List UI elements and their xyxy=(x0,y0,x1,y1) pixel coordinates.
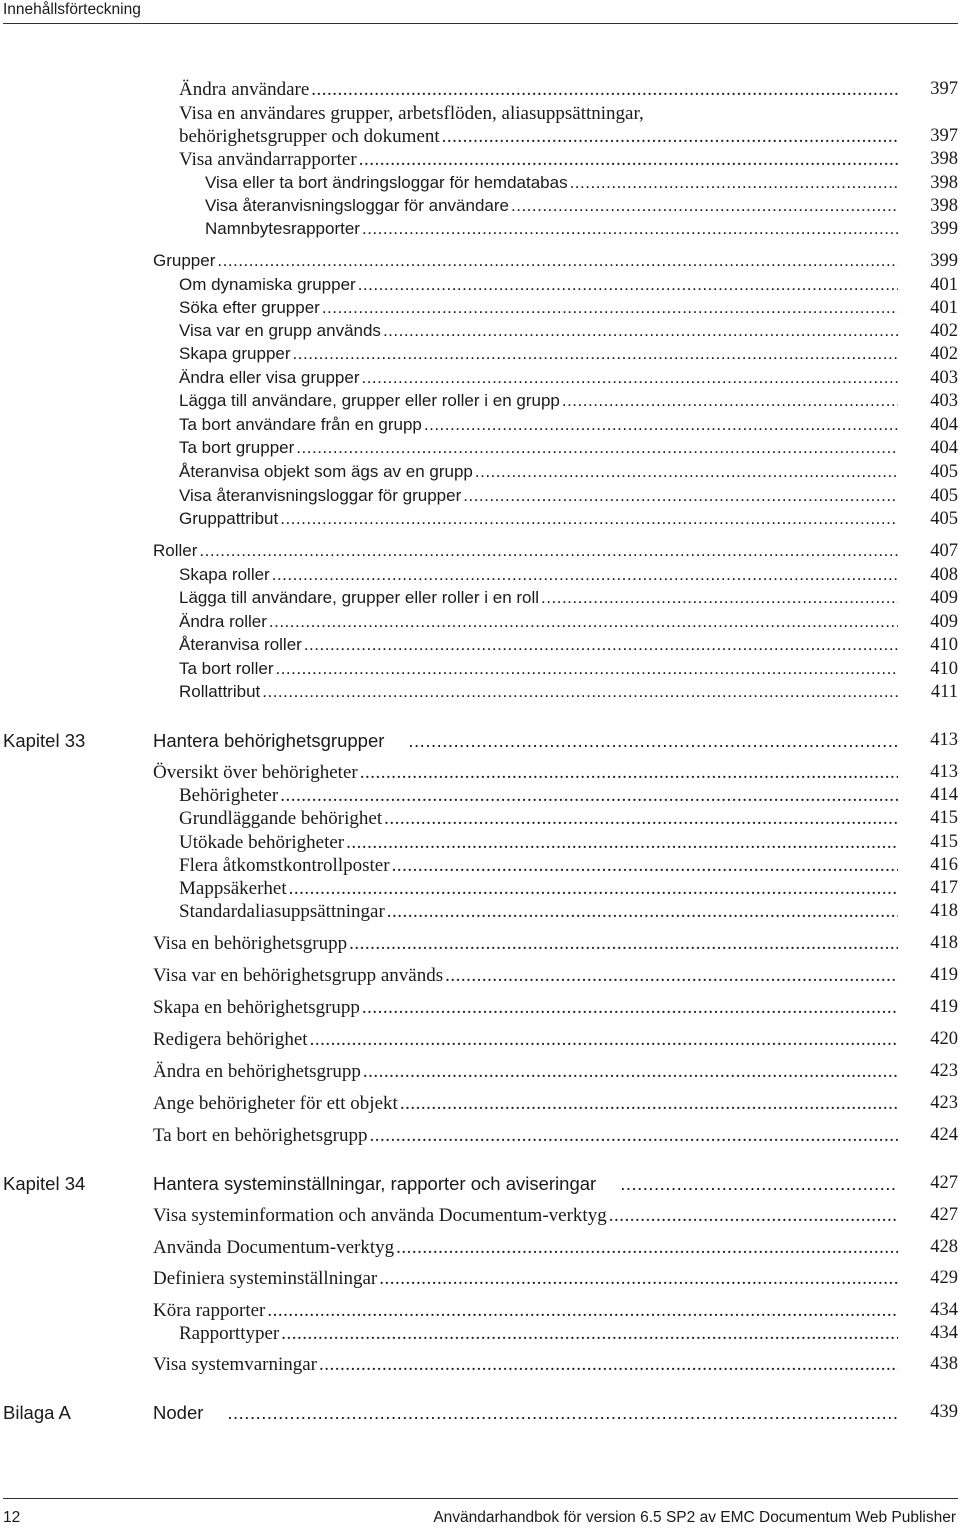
toc-entry-title: Mappsäkerhet xyxy=(179,878,287,899)
toc-entry-line xyxy=(153,997,898,1019)
toc-entry[interactable] xyxy=(0,1029,960,1053)
toc-page-number: 418 xyxy=(930,901,958,921)
toc-entry-line xyxy=(153,1125,898,1147)
toc-page-number: 427 xyxy=(930,1173,958,1193)
toc-entry[interactable] xyxy=(0,321,960,345)
dot-leader xyxy=(377,1268,898,1290)
toc-page-number: 413 xyxy=(930,762,958,782)
toc-page-number: 410 xyxy=(930,635,958,655)
dot-leader xyxy=(539,588,898,608)
toc-entry-title: Hantera systeminställningar, rapporter och aviseringar xyxy=(153,1173,597,1194)
toc-entry-line xyxy=(179,682,898,702)
toc-entry[interactable] xyxy=(0,79,960,103)
dot-leader xyxy=(267,612,898,632)
toc-page-number: 439 xyxy=(930,1402,958,1422)
toc-page-number: 415 xyxy=(930,832,958,852)
toc-entry-line xyxy=(179,808,898,830)
toc-entry-line xyxy=(205,173,898,193)
toc-entry-line xyxy=(179,275,898,295)
toc-entry[interactable] xyxy=(0,1354,960,1378)
toc-entry-line xyxy=(153,251,898,271)
dot-leader xyxy=(461,486,898,506)
toc-chapter-entry[interactable] xyxy=(0,730,960,754)
toc-page-number: 404 xyxy=(930,415,958,435)
toc-entry[interactable] xyxy=(0,965,960,989)
header-title: Innehållsförteckning xyxy=(3,1,141,18)
toc-entry-title: Definiera systeminställningar xyxy=(153,1268,378,1289)
toc-entry[interactable] xyxy=(0,612,960,636)
toc-entry-line xyxy=(205,196,898,216)
toc-entry-line xyxy=(153,541,898,561)
toc-entry-title: Ändra en behörighetsgrupp xyxy=(153,1061,361,1082)
toc-entry[interactable] xyxy=(0,832,960,856)
toc-entry[interactable] xyxy=(0,901,960,925)
toc-entry-line xyxy=(179,565,898,585)
toc-entry-title: Lägga till användare, grupper eller roller i en grupp xyxy=(179,391,560,410)
dot-leader xyxy=(225,1402,898,1424)
toc-entry-title: Gruppattribut xyxy=(179,509,279,528)
dot-leader xyxy=(568,173,898,193)
dot-leader xyxy=(473,462,898,482)
toc-entry[interactable] xyxy=(0,808,960,832)
dot-leader xyxy=(347,933,898,955)
footer-page-number: 12 xyxy=(3,1509,21,1526)
toc-page-number: 419 xyxy=(930,997,958,1017)
toc-page-number: 403 xyxy=(930,391,958,411)
toc-entry[interactable] xyxy=(0,855,960,879)
toc-entry[interactable] xyxy=(0,126,960,150)
toc-entry-line xyxy=(153,1173,898,1195)
dot-leader xyxy=(422,415,898,435)
toc-entry-title: Standardaliasuppsättningar xyxy=(179,901,385,922)
toc-entry-title: Ta bort grupper xyxy=(179,438,295,457)
toc-entry-title: Namnbytesrapporter xyxy=(205,219,360,238)
dot-leader xyxy=(360,219,898,239)
toc-entry-title: Behörigheter xyxy=(179,785,279,806)
dot-leader xyxy=(344,832,898,854)
dot-leader xyxy=(291,344,898,364)
toc-entry-title: Ta bort roller xyxy=(179,659,274,678)
toc-page-number: 423 xyxy=(930,1061,958,1081)
dot-leader xyxy=(358,762,898,784)
toc-page-number: 419 xyxy=(930,965,958,985)
toc-page-number: 402 xyxy=(930,321,958,341)
toc-entry-line xyxy=(179,298,898,318)
dot-leader xyxy=(357,149,898,171)
dot-leader xyxy=(278,785,898,807)
toc-page-number: 420 xyxy=(930,1029,958,1049)
toc-page-number: 417 xyxy=(930,878,958,898)
toc-entry-line xyxy=(179,391,898,411)
toc-entry[interactable] xyxy=(0,1205,960,1229)
toc-page-number: 399 xyxy=(930,251,958,271)
toc-entry[interactable] xyxy=(0,1323,960,1347)
toc-entry-title: Flera åtkomstkontrollposter xyxy=(179,855,390,876)
dot-leader xyxy=(394,1237,898,1259)
footer-publication: Användarhandbok för version 6.5 SP2 av EMC Documentum Web Publisher xyxy=(433,1509,956,1526)
toc-page-number: 402 xyxy=(930,344,958,364)
toc-page-number: 401 xyxy=(930,298,958,318)
chapter-label: Kapitel 34 xyxy=(3,1173,86,1194)
toc-chapter-entry[interactable] xyxy=(0,1402,960,1426)
toc-entry[interactable] xyxy=(0,275,960,299)
dot-leader xyxy=(265,1300,898,1322)
dot-leader xyxy=(443,965,898,987)
toc-entry-title: Köra rapporter xyxy=(153,1300,266,1321)
dot-leader xyxy=(560,391,898,411)
toc-entry[interactable] xyxy=(0,344,960,368)
toc-page-number: 408 xyxy=(930,565,958,585)
toc-page-number: 414 xyxy=(930,785,958,805)
toc-entry-title: Söka efter grupper xyxy=(179,298,320,317)
dot-leader xyxy=(309,79,898,101)
dot-leader xyxy=(390,855,898,877)
toc-entry[interactable] xyxy=(0,1093,960,1117)
toc-entry-title: Redigera behörighet xyxy=(153,1029,308,1050)
toc-entry[interactable] xyxy=(0,997,960,1021)
dot-leader xyxy=(260,682,898,702)
toc-entry-title: Noder xyxy=(153,1402,204,1423)
toc-page-number: 398 xyxy=(930,196,958,216)
toc-entry-line xyxy=(153,1237,898,1259)
toc-page-number: 438 xyxy=(930,1354,958,1374)
toc-entry-title: Visa återanvisningsloggar för användare xyxy=(205,196,509,215)
toc-entry-line xyxy=(179,509,898,529)
toc-entry-line xyxy=(179,901,898,923)
dot-leader xyxy=(287,878,898,900)
toc-entry-title: Hantera behörighetsgrupper xyxy=(153,730,385,751)
toc-entry-title: Översikt över behörigheter xyxy=(153,762,358,783)
toc-page-number: 410 xyxy=(930,659,958,679)
toc-entry-line xyxy=(179,462,898,482)
toc-entry[interactable] xyxy=(0,762,960,786)
toc-entry-line xyxy=(179,344,898,364)
toc-entry[interactable] xyxy=(0,785,960,809)
dot-leader xyxy=(279,1323,898,1345)
toc-entry-title: Visa eller ta bort ändringsloggar för hemdatabas xyxy=(205,173,568,192)
toc-entry[interactable] xyxy=(0,682,960,706)
toc-page-number: 407 xyxy=(930,541,958,561)
toc-entry-line xyxy=(179,635,898,655)
dot-leader xyxy=(356,275,898,295)
toc-entry-line xyxy=(153,762,898,784)
toc-entry-title: Rapporttyper xyxy=(179,1323,280,1344)
toc-entry-line xyxy=(179,321,898,341)
toc-entry-line xyxy=(153,965,898,987)
dot-leader xyxy=(359,368,898,388)
toc-entry[interactable] xyxy=(0,659,960,683)
toc-page-number: 405 xyxy=(930,486,958,506)
toc-entry-title: Visa systeminformation och använda Documentum-verktyg xyxy=(153,1205,607,1226)
toc-entry-line xyxy=(179,659,898,679)
toc-entry[interactable] xyxy=(0,1300,960,1324)
toc-page-number: 403 xyxy=(930,368,958,388)
toc-entry-title: Visa återanvisningsloggar för grupper xyxy=(179,486,462,505)
dot-leader xyxy=(320,298,898,318)
toc-entry[interactable] xyxy=(0,462,960,486)
toc-entry[interactable] xyxy=(0,368,960,392)
toc-entry-title: Visa användarrapporter xyxy=(179,149,357,170)
toc-entry-title: Grupper xyxy=(153,251,216,270)
toc-entry-title: Visa systemvarningar xyxy=(153,1354,318,1375)
toc-entry[interactable] xyxy=(0,173,960,197)
toc-entry-title: behörighetsgrupper och dokument xyxy=(179,126,440,147)
toc-entry-title: Lägga till användare, grupper eller roller i en roll xyxy=(179,588,540,607)
toc-entry-title: Ta bort användare från en grupp xyxy=(179,415,422,434)
toc-entry-title: Skapa roller xyxy=(179,565,270,584)
toc-entry-title: Visa en behörighetsgrupp xyxy=(153,933,348,954)
dot-leader xyxy=(440,126,898,148)
toc-page-number: 427 xyxy=(930,1205,958,1225)
toc-entry-title: Utökade behörigheter xyxy=(179,832,345,853)
toc-entry[interactable] xyxy=(0,635,960,659)
toc-entry-line xyxy=(153,1061,898,1083)
toc-entry[interactable] xyxy=(0,415,960,439)
dot-leader xyxy=(278,509,898,529)
toc-entry-title: Visa var en behörighetsgrupp används xyxy=(153,965,444,986)
dot-leader xyxy=(361,1061,898,1083)
toc-entry-line xyxy=(179,588,898,608)
toc-entry-line xyxy=(153,1402,898,1424)
toc-entry-line xyxy=(153,1300,898,1322)
toc-entry[interactable] xyxy=(0,438,960,462)
toc-entry-line xyxy=(179,878,898,900)
toc-page-number: 416 xyxy=(930,855,958,875)
dot-leader xyxy=(618,1173,898,1195)
toc-page-number: 397 xyxy=(930,79,958,99)
toc-page-number: 428 xyxy=(930,1237,958,1257)
toc-entry[interactable] xyxy=(0,1268,960,1292)
toc-entry-line xyxy=(179,79,898,101)
toc-page-number: 413 xyxy=(930,730,958,750)
toc-entry-line xyxy=(179,415,898,435)
toc-entry-line xyxy=(179,486,898,506)
toc-entry-title: Ändra eller visa grupper xyxy=(179,368,360,387)
toc-entry[interactable] xyxy=(0,298,960,322)
toc-entry[interactable] xyxy=(0,1061,960,1085)
toc-page-number: 401 xyxy=(930,275,958,295)
toc-entry-line xyxy=(179,103,898,125)
dot-leader xyxy=(398,1093,898,1115)
toc-page-number: 424 xyxy=(930,1125,958,1145)
dot-leader xyxy=(360,997,898,1019)
toc-entry-line xyxy=(179,126,898,148)
toc-entry-line xyxy=(153,730,898,752)
dot-leader xyxy=(294,438,898,458)
toc-entry-line xyxy=(153,1029,898,1051)
toc-page-number: 397 xyxy=(930,126,958,146)
running-footer xyxy=(3,1498,958,1528)
toc-entry-line xyxy=(179,612,898,632)
toc-entry-line xyxy=(153,1093,898,1115)
toc-entry[interactable] xyxy=(0,565,960,589)
toc-entry[interactable] xyxy=(0,878,960,902)
chapter-label: Bilaga A xyxy=(3,1402,71,1423)
toc-entry[interactable] xyxy=(0,149,960,173)
toc-entry[interactable] xyxy=(0,391,960,415)
dot-leader xyxy=(308,1029,898,1051)
toc-entry[interactable] xyxy=(0,1237,960,1261)
toc-page-number: 398 xyxy=(930,149,958,169)
toc-page-number: 434 xyxy=(930,1323,958,1343)
toc-page-number: 404 xyxy=(930,438,958,458)
dot-leader xyxy=(509,196,898,216)
dot-leader xyxy=(270,565,898,585)
toc-entry-line xyxy=(179,1323,898,1345)
toc-page-number: 411 xyxy=(930,682,958,702)
toc-entry-line xyxy=(179,832,898,854)
toc-entry[interactable] xyxy=(0,103,960,127)
toc-entry-line xyxy=(179,855,898,877)
toc-entry-title: Ändra roller xyxy=(179,612,267,631)
toc-page-number: 399 xyxy=(930,219,958,239)
toc-page-number: 429 xyxy=(930,1268,958,1288)
dot-leader xyxy=(215,251,898,271)
toc-entry-title: Ta bort en behörighetsgrupp xyxy=(153,1125,368,1146)
toc-entry-title: Rollattribut xyxy=(179,682,261,701)
toc-page-number: 405 xyxy=(930,509,958,529)
toc-entry-title: Visa var en grupp används xyxy=(179,321,381,340)
dot-leader xyxy=(385,901,898,923)
toc-entry[interactable] xyxy=(0,1125,960,1149)
toc-entry-line xyxy=(153,1354,898,1376)
toc-entry-line xyxy=(179,368,898,388)
dot-leader xyxy=(302,635,898,655)
toc-page-number: 405 xyxy=(930,462,958,482)
toc-entry-title: Skapa en behörighetsgrupp xyxy=(153,997,360,1018)
toc-page-number: 434 xyxy=(930,1300,958,1320)
toc-entry-title: Om dynamiska grupper xyxy=(179,275,356,294)
toc-entry-line xyxy=(179,149,898,171)
toc-entry-line xyxy=(153,1205,898,1227)
toc-entry[interactable] xyxy=(0,541,960,565)
toc-entry-line xyxy=(153,933,898,955)
dot-leader xyxy=(381,321,898,341)
toc-page-number: 398 xyxy=(930,173,958,193)
chapter-label: Kapitel 33 xyxy=(3,730,86,751)
dot-leader xyxy=(607,1205,898,1227)
toc-entry-title: Skapa grupper xyxy=(179,344,291,363)
toc-entry-line xyxy=(153,1268,898,1290)
dot-leader xyxy=(317,1354,898,1376)
toc-entry-title: Visa en användares grupper, arbetsflöden, aliasuppsättningar, xyxy=(179,103,644,124)
toc-entry-title: Återanvisa roller xyxy=(179,635,302,654)
toc-entry-title: Roller xyxy=(153,541,198,560)
dot-leader xyxy=(273,659,898,679)
toc-entry[interactable] xyxy=(0,486,960,510)
dot-leader xyxy=(406,730,898,752)
toc-entry[interactable] xyxy=(0,251,960,275)
toc-page-number: 409 xyxy=(930,612,958,632)
toc-page-number: 418 xyxy=(930,933,958,953)
dot-leader xyxy=(197,541,898,561)
toc-entry-title: Använda Documentum-verktyg xyxy=(153,1237,395,1258)
toc-page-number: 409 xyxy=(930,588,958,608)
toc-entry[interactable] xyxy=(0,933,960,957)
toc-entry-line xyxy=(205,219,898,239)
dot-leader xyxy=(367,1125,898,1147)
toc-entry-title: Återanvisa objekt som ägs av en grupp xyxy=(179,462,473,481)
toc-entry[interactable] xyxy=(0,219,960,243)
toc-entry[interactable] xyxy=(0,196,960,220)
toc-page-number: 423 xyxy=(930,1093,958,1113)
toc-chapter-entry[interactable] xyxy=(0,1173,960,1197)
toc-entry-line xyxy=(179,785,898,807)
toc-page-number: 415 xyxy=(930,808,958,828)
toc-entry-title: Ändra användare xyxy=(179,79,310,100)
dot-leader xyxy=(382,808,898,830)
toc-entry-line xyxy=(179,438,898,458)
toc-entry-title: Ange behörigheter för ett objekt xyxy=(153,1093,398,1114)
toc-entry-title: Grundläggande behörighet xyxy=(179,808,383,829)
toc-entry[interactable] xyxy=(0,588,960,612)
toc-entry[interactable] xyxy=(0,509,960,533)
